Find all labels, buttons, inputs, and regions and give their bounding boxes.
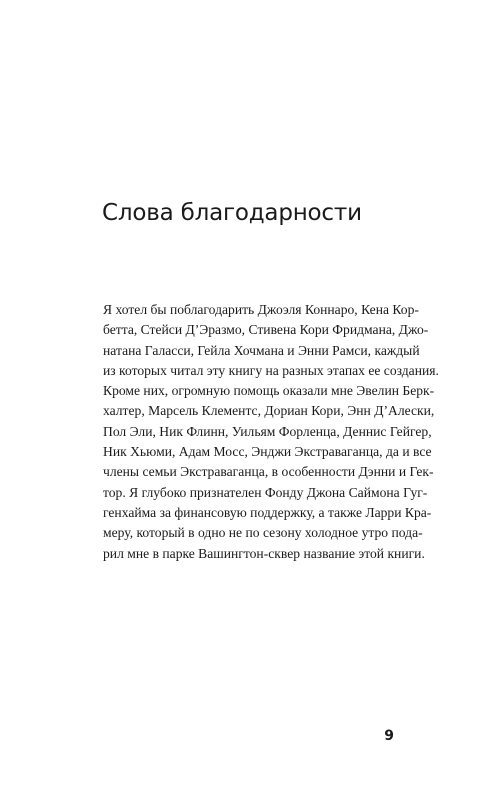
text-line: Кроме них, огромную помощь оказали мне Эвелин Берк- xyxy=(103,383,435,399)
text-line: Я хотел бы поблагодарить Джоэля Коннаро, Кена Кор- xyxy=(103,302,419,317)
acknowledgements-paragraph xyxy=(103,300,439,564)
text-line: генхайма за финансовую поддержку, а также Ларри Кра- xyxy=(103,504,432,520)
text-line: тор. Я глубоко признателен Фонду Джона Саймона Гуг- xyxy=(103,484,428,500)
text-line: Пол Эли, Ник Флинн, Уильям Форленца, Деннис Гейгер, xyxy=(103,423,432,439)
page-number: 9 xyxy=(384,728,394,744)
text-line: из которых читал эту книгу на разных этапах ее создания. xyxy=(103,362,439,378)
text-line: бетта, Стейси Д’Эразмо, Стивена Кори Фридмана, Джо- xyxy=(103,322,429,338)
text-line: натана Галасси, Гейла Хочмана и Энни Рамси, каждый xyxy=(103,342,420,358)
text-line: Ник Хьюми, Адам Мосс, Энджи Экстраваганца, да и все xyxy=(103,444,432,460)
text-line: халтер, Марсель Клементс, Дориан Кори, Энн Д’Алески, xyxy=(103,403,435,419)
text-line: рил мне в парке Вашингтон-сквер название этой книги. xyxy=(103,545,425,561)
text-line: члены семьи Экстраваганца, в особенности Дэнни и Гек- xyxy=(103,464,434,480)
text-line: меру, который в одно не по сезону холодное утро пода- xyxy=(103,525,423,541)
chapter-title: Слова благодарности xyxy=(102,200,362,226)
